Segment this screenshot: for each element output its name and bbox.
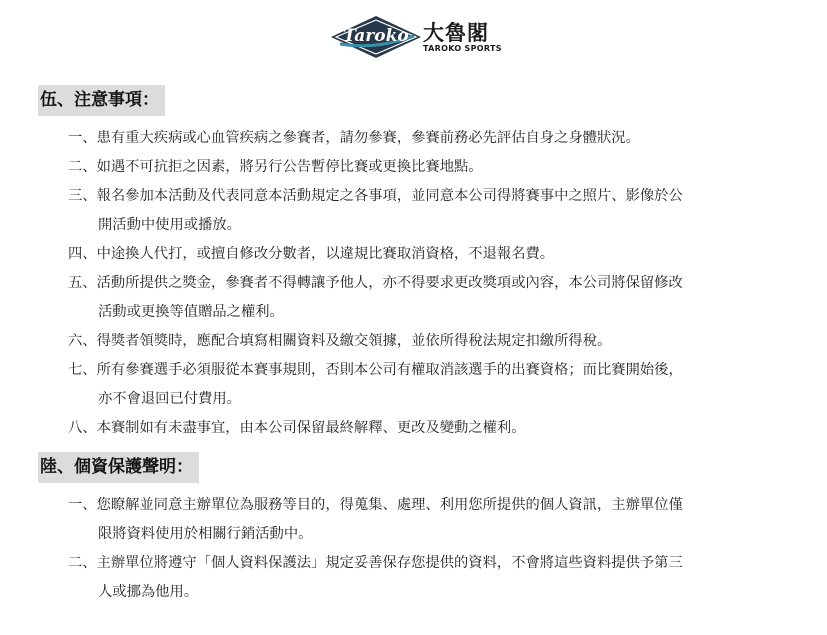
logo-script-text: Taroko bbox=[343, 26, 409, 46]
notes-item-6-text: 六、得獎者領獎時，應配合填寫相關資料及繳交領據，並依所得稅法規定扣繳所得稅。 bbox=[68, 333, 612, 349]
notes-item-2-text: 二、如遇不可抗拒之因素，將另行公告暫停比賽或更換比賽地點。 bbox=[68, 159, 483, 175]
notes-item-5 bbox=[68, 269, 790, 298]
privacy-item-2-text: 二、主辦單位將遵守「個人資料保護法」規定妥善保存您提供的資料，不會將這些資料提供予第三 bbox=[68, 555, 683, 571]
notes-item-8-text: 八、本賽制如有未盡事宜，由本公司保留最終解釋、更改及變動之權利。 bbox=[68, 420, 526, 436]
notes-item-7-text: 七、所有參賽選手必須服從本賽事規則，否則本公司有權取消該選手的出賽資格；而比賽開始後， bbox=[68, 362, 683, 378]
notes-item-7 bbox=[68, 356, 790, 385]
notes-item-5-continuation: 活動或更換等值贈品之權利。 bbox=[98, 304, 284, 320]
logo-chinese-name: 大魯閣 bbox=[423, 21, 489, 45]
notes-item-2 bbox=[68, 153, 790, 182]
notes-item-4-text: 四、中途換人代打，或擅自修改分數者，以違規比賽取消資格，不退報名費。 bbox=[68, 246, 555, 262]
section-heading-privacy: 陸、個資保護聲明： bbox=[38, 452, 199, 483]
notes-item-6 bbox=[68, 327, 790, 356]
privacy-item-2 bbox=[68, 549, 790, 578]
logo-english-name: TAROKO SPORTS bbox=[423, 44, 502, 53]
privacy-item-1-text: 一、您瞭解並同意主辦單位為服務等目的，得蒐集、處理、利用您所提供的個人資訊，主辦單位僅 bbox=[68, 497, 683, 513]
notes-item-7-continuation: 亦不會退回已付費用。 bbox=[98, 391, 241, 407]
notes-item-8 bbox=[68, 414, 790, 443]
taroko-logo bbox=[330, 14, 505, 60]
notes-item-5-text: 五、活動所提供之獎金，參賽者不得轉讓予他人，亦不得要求更改獎項或內容，本公司將保留修改 bbox=[68, 275, 683, 291]
privacy-item-1 bbox=[68, 491, 790, 520]
taroko-emblem-icon bbox=[330, 14, 422, 60]
privacy-item-1-continuation: 限將資料使用於相關行銷活動中。 bbox=[98, 526, 313, 542]
notes-item-3-continuation: 開活動中使用或播放。 bbox=[98, 217, 241, 233]
section-heading-notes: 伍、注意事項： bbox=[38, 85, 165, 116]
notes-item-4 bbox=[68, 240, 790, 269]
notes-item-3 bbox=[68, 182, 790, 211]
privacy-item-2-continuation: 人或挪為他用。 bbox=[98, 584, 199, 600]
notes-item-1 bbox=[68, 124, 790, 153]
notes-item-3-text: 三、報名參加本活動及代表同意本活動規定之各事項，並同意本公司得將賽事中之照片、影像於公 bbox=[68, 188, 683, 204]
notes-item-1-text: 一、患有重大疾病或心血管疾病之參賽者，請勿參賽，參賽前務必先評估自身之身體狀況。 bbox=[68, 130, 640, 146]
